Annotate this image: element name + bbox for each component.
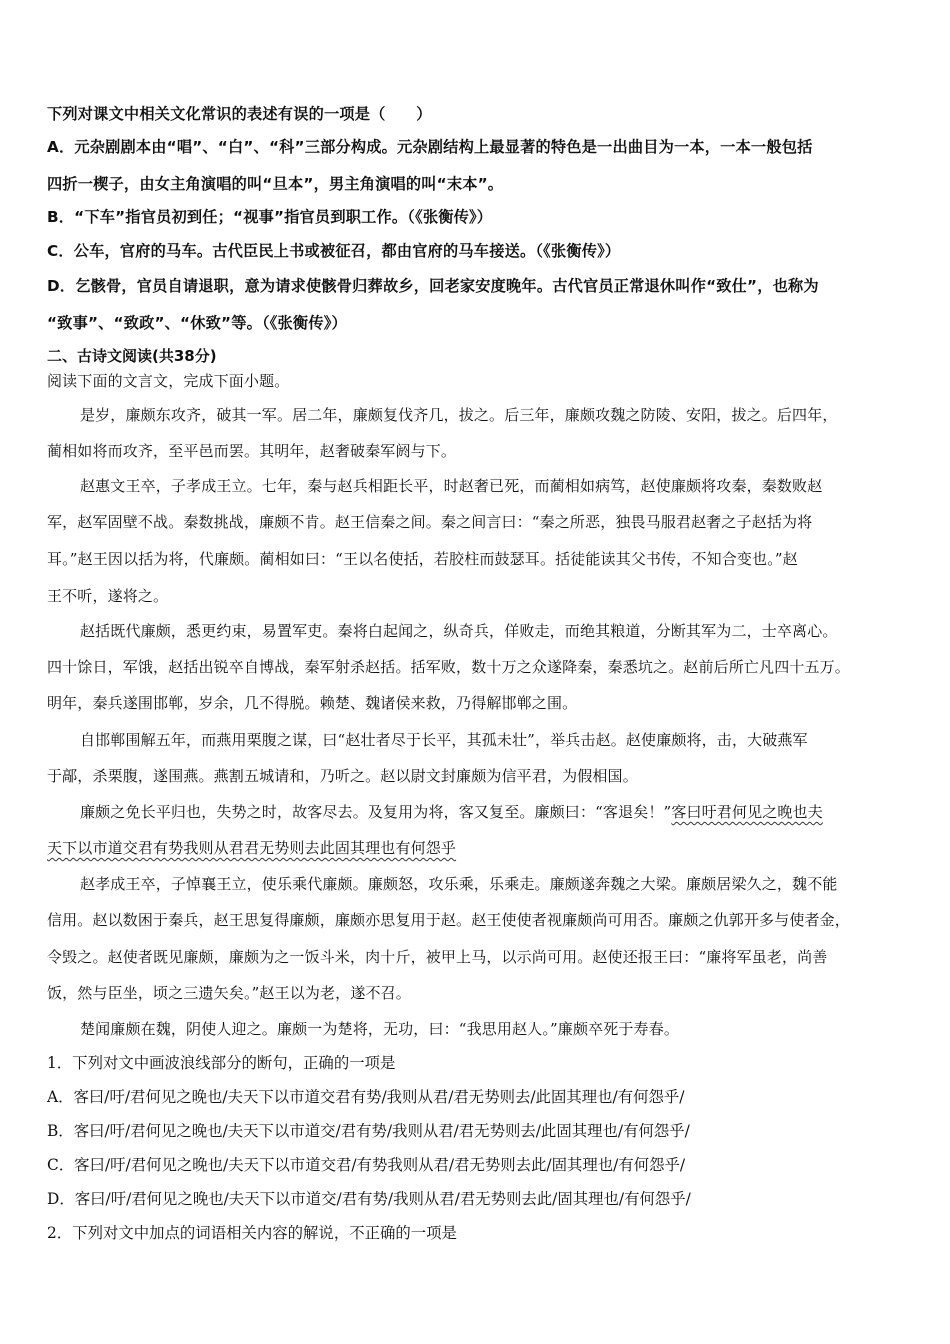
- section-instruction: 阅读下面的文言文，完成下面小题。: [47, 372, 290, 390]
- question-1-option-a: A．客曰/吁/君何见之晚也/夫天下以市道交君有势/我则从君/君无势则去/此固其理也/有何怨乎/: [47, 1088, 685, 1106]
- question-1-option-c: C．客曰/吁/君何见之晚也/夫天下以市道交君/有势我则从君/君无势则去此/固其理也/有何怨乎/: [47, 1156, 686, 1174]
- passage-line: 赵惠文王卒，子孝成王立。七年，秦与赵兵相距长平，时赵奢已死，而蔺相如病笃，赵使廉颇将攻秦，秦数败赵: [80, 477, 823, 495]
- passage-line: 于鄗，杀栗腹，遂围燕。燕割五城请和，乃听之。赵以尉文封廉颇为信平君，为假相国。: [47, 767, 638, 785]
- passage-line: 自邯郸围解五年，而燕用栗腹之谋，曰“赵壮者尽于长平，其孤未壮”，举兵击赵。赵使廉颇将，击，大破燕军: [80, 731, 808, 749]
- option-b: B．“下车”指官员初到任；“视事”指官员到职工作。（《张衡传》）: [47, 208, 493, 226]
- passage-line: 饭，然与臣坐，顷之三遗矢矣。”赵王以为老，遂不召。: [47, 984, 411, 1002]
- question-1: 1．下列对文中画波浪线部分的断句，正确的一项是: [47, 1054, 396, 1072]
- passage-text: 廉颇之免长平归也，失势之时，故客尽去。及复用为将，客又复至。廉颇曰：“客退矣！”: [80, 803, 672, 821]
- passage-line: 军，赵军固壁不战。秦数挑战，廉颇不肯。赵王信秦之间。秦之间言曰：“秦之所恶，独畏马服君赵奢之子赵括为将: [47, 513, 813, 531]
- section-heading: 二、古诗文阅读(共38分): [47, 347, 217, 365]
- passage-line: 令毁之。赵使者既见廉颇，廉颇为之一饭斗米，肉十斤，被甲上马，以示尚可用。赵使还报王曰：“廉将军虽老，尚善: [47, 948, 828, 966]
- passage-line: 赵括既代廉颇，悉更约束，易置军吏。秦将白起闻之，纵奇兵，佯败走，而绝其粮道，分断其军为二，士卒离心。: [80, 622, 838, 640]
- option-d-line-2: “致事”、“致政”、“休致”等。（《张衡传》）: [47, 314, 347, 332]
- passage-line: [80, 801, 823, 822]
- passage-line: 信用。赵以数困于秦兵，赵王思复得廉颇，廉颇亦思复用于赵。赵王使使者视廉颇尚可用否。廉颇之仇郭开多与使者金，: [47, 911, 850, 929]
- question-2: 2．下列对文中加点的词语相关内容的解说，不正确的一项是: [47, 1224, 457, 1242]
- wavy-underlined-text: 客曰吁君何见之晚也夫: [671, 803, 823, 821]
- passage-line: 是岁，廉颇东攻齐，破其一军。居二年，廉颇复伐齐几，拔之。后三年，廉颇攻魏之防陵、安阳，拔之。后四年，: [80, 406, 838, 424]
- wavy-underlined-text: 天下以市道交君有势我则从君君无势则去此固其理也有何怨乎: [47, 839, 457, 857]
- passage-line: 王不听，遂将之。: [47, 587, 169, 605]
- question-stem: 下列对课文中相关文化常识的表述有误的一项是（ ）: [47, 105, 432, 123]
- passage-line: 赵孝成王卒，子悼襄王立，使乐乘代廉颇。廉颇怒，攻乐乘，乐乘走。廉颇遂奔魏之大梁。廉颇居梁久之，魏不能: [80, 875, 838, 893]
- passage-line: 四十馀日，军饿，赵括出锐卒自博战，秦军射杀赵括。括军败，数十万之众遂降秦，秦悉坑之。赵前后所亡凡四十五万。: [47, 658, 850, 676]
- passage-line: 楚闻廉颇在魏，阴使人迎之。廉颇一为楚将，无功，曰：“我思用赵人。”廉颇卒死于寿春。: [80, 1020, 679, 1038]
- option-d-line-1: D．乞骸骨，官员自请退职，意为请求使骸骨归葬故乡，回老家安度晚年。古代官员正常退休叫作“致仕”，也称为: [47, 277, 819, 295]
- option-a-line-1: A．元杂剧剧本由“唱”、“白”、“科”三部分构成。元杂剧结构上最显著的特色是一出曲目为一本，一本一般包括: [47, 138, 813, 156]
- question-1-option-d: D．客曰/吁/君何见之晚也/夫天下以市道交/君有势/我则从君/君无势则去此/固其理也/有何怨乎/: [47, 1190, 691, 1208]
- passage-line: 明年，秦兵遂围邯郸，岁余，几不得脱。赖楚、魏诸侯来救，乃得解邯郸之围。: [47, 694, 578, 712]
- option-a-line-2: 四折一楔子，由女主角演唱的叫“旦本”，男主角演唱的叫“末本”。: [47, 175, 504, 193]
- question-1-option-b: B．客曰/吁/君何见之晚也/夫天下以市道交/君有势/我则从君/君无势则去/此固其理也/有何怨乎/: [47, 1122, 690, 1140]
- passage-line: 耳。”赵王因以括为将，代廉颇。蔺相如曰：“王以名使括，若胶柱而鼓瑟耳。括徒能读其父书传，不知合变也。”赵: [47, 550, 798, 568]
- passage-line: 蔺相如将而攻齐，至平邑而罢。其明年，赵奢破秦军阏与下。: [47, 442, 457, 460]
- option-c: C．公车，官府的马车。古代臣民上书或被征召，都由官府的马车接送。（《张衡传》）: [47, 242, 621, 260]
